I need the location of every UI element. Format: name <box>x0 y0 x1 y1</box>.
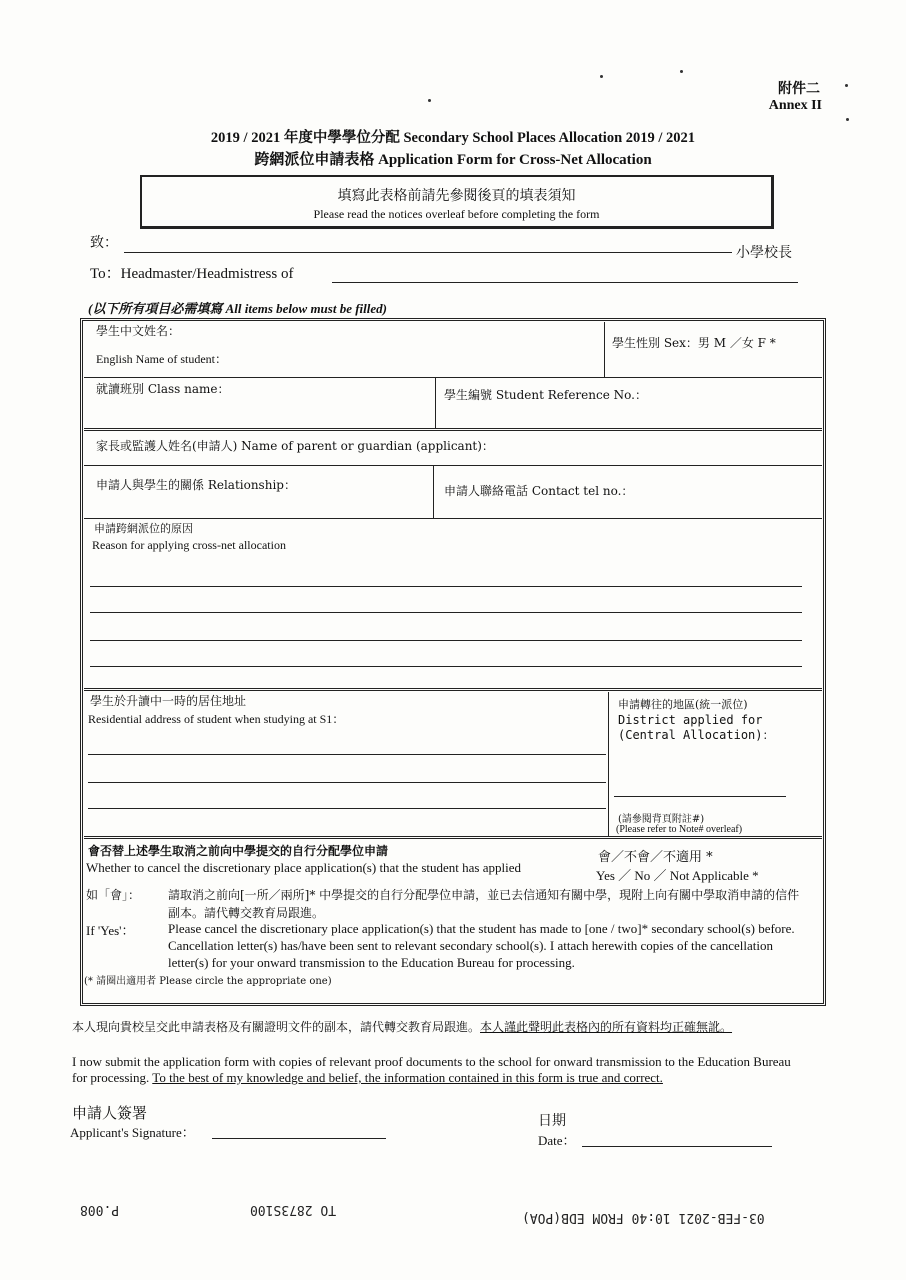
scan-speck <box>845 84 848 87</box>
cancel-yes-zh-text: 請取消之前向[一所／兩所]* 中學提交的自行分配學位申請，並已去信通知有關中學，現附上向有關中學取消申請的信件副本。請代轉交教育局跟進。 <box>168 888 800 920</box>
chinese-name-label: 學生中文姓名： <box>96 324 181 338</box>
signature-line[interactable] <box>212 1138 386 1139</box>
english-name-label: English Name of student： <box>96 352 227 366</box>
date-zh-label: 日期 <box>538 1113 566 1129</box>
notice-box <box>140 175 774 229</box>
to-en-label: To：Headmaster/Headmistress of <box>90 266 294 282</box>
student-ref-label: 學生編號 Student Reference No.： <box>444 388 647 402</box>
divider <box>84 688 822 691</box>
sex-label[interactable]: 學生性別 Sex：男 M ／女 F * <box>612 336 776 350</box>
scan-speck <box>428 99 431 102</box>
fax-page: P.008 <box>80 1202 120 1217</box>
address-zh-label: 學生於升讀中一時的居住地址 <box>90 694 247 708</box>
date-line[interactable] <box>582 1146 772 1147</box>
reason-line[interactable] <box>90 586 802 587</box>
cancel-yes-en-text: Please cancel the discretionary place application(s) that the student has made to [one / two]* secondary school(s) before. Cancellation letter(s) has/have been sent to relevant secondary school(s). I attach herewith copies of the cancellation letter(s) for your onward transmission to the Education Bureau for processing. <box>168 921 795 970</box>
note-ref-en: (Please refer to Note# overleaf) <box>616 824 743 835</box>
declaration-en-part1: I now submit the application form with copies of relevant proof documents to the school for onward transmission to the Education Bureau for processing. <box>72 1054 791 1085</box>
reason-zh-label: 申請跨網派位的原因 <box>94 522 193 535</box>
address-line[interactable] <box>88 782 606 783</box>
title-line-2: 跨網派位申請表格 Application Form for Cross-Net Allocation <box>254 152 652 168</box>
circle-note: (* 請圈出適用者 Please circle the appropriate one) <box>84 976 332 987</box>
signature-zh-label: 申請人簽署 <box>72 1104 148 1122</box>
to-zh-label: 致： <box>90 235 118 251</box>
fax-from: 03-FEB-2021 10:40 FROM EDB(POA) <box>522 1210 765 1225</box>
date-en-label: Date： <box>538 1133 576 1148</box>
notice-zh: 填寫此表格前請先參閱後頁的填表須知 <box>337 188 576 204</box>
note-ref-zh: (請參閱背頁附註#) <box>618 814 705 825</box>
required-note: (以下所有項目必需填寫 All items below must be filled) <box>88 301 387 316</box>
divider <box>84 518 822 519</box>
address-en-label: Residential address of student when studying at S1： <box>88 712 345 726</box>
notice-en: Please read the notices overleaf before completing the form <box>313 207 600 221</box>
district-line[interactable] <box>614 796 786 797</box>
reason-line[interactable] <box>90 612 802 613</box>
divider <box>435 378 436 428</box>
cancel-option-zh[interactable]: 會／不會／不適用 * <box>598 850 713 865</box>
divider <box>84 836 822 839</box>
to-zh-suffix: 小學校長 <box>736 245 792 261</box>
divider <box>84 465 822 466</box>
scan-speck <box>600 75 603 78</box>
reason-line[interactable] <box>90 640 802 641</box>
cancel-question-en: Whether to cancel the discretionary place application(s) that the student has applied <box>86 860 521 875</box>
address-line[interactable] <box>88 754 606 755</box>
address-line[interactable] <box>88 808 606 809</box>
cancel-option-en[interactable]: Yes ／ No ／ Not Applicable * <box>596 868 759 883</box>
divider <box>84 377 822 378</box>
title-line-1: 2019 / 2021 年度中學學位分配 Secondary School Places Allocation 2019 / 2021 <box>210 130 696 146</box>
declaration-zh <box>72 1018 802 1036</box>
district-zh-label: 申請轉往的地區(統一派位) <box>618 698 748 711</box>
declaration-en <box>72 1054 804 1086</box>
annex-en: Annex II <box>768 98 822 113</box>
divider <box>433 466 434 518</box>
school-name-zh-line[interactable] <box>124 252 732 253</box>
scan-speck <box>680 70 683 73</box>
district-en-label: District applied for (Central Allocation)： <box>618 713 775 742</box>
reason-en-label: Reason for applying cross-net allocation <box>92 538 286 552</box>
scan-speck <box>846 118 849 121</box>
divider <box>604 322 605 378</box>
signature-en-label: Applicant's Signature： <box>70 1125 195 1140</box>
divider <box>608 692 609 836</box>
cancel-question-zh: 會否替上述學生取消之前向中學提交的自行分配學位申請 <box>88 844 389 858</box>
declaration-zh-part2: 本人謹此聲明此表格內的所有資料均正確無訛。 <box>480 1020 733 1034</box>
contact-tel-label: 申請人聯絡電話 Contact tel no.： <box>444 484 634 498</box>
parent-name-label: 家長或監護人姓名(申請人) Name of parent or guardian (applicant)： <box>96 439 494 453</box>
class-name-label: 就讀班別 Class name： <box>96 382 230 396</box>
divider <box>84 428 822 431</box>
annex-zh: 附件二 <box>778 81 820 97</box>
relationship-label: 申請人與學生的關係 Relationship： <box>96 478 296 492</box>
reason-line[interactable] <box>90 666 802 667</box>
declaration-zh-part1: 本人現向貴校呈交此申請表格及有關證明文件的副本，請代轉交教育局跟進。 <box>72 1020 481 1034</box>
school-name-en-line[interactable] <box>332 282 798 283</box>
declaration-en-part2: To the best of my knowledge and belief, the information contained in this form is true and correct. <box>152 1070 663 1085</box>
fax-to: TO 2873S100 <box>250 1202 337 1217</box>
cancel-yes-zh-label: 如「會」： <box>86 888 141 902</box>
cancel-yes-en-label: If 'Yes'： <box>86 923 135 938</box>
